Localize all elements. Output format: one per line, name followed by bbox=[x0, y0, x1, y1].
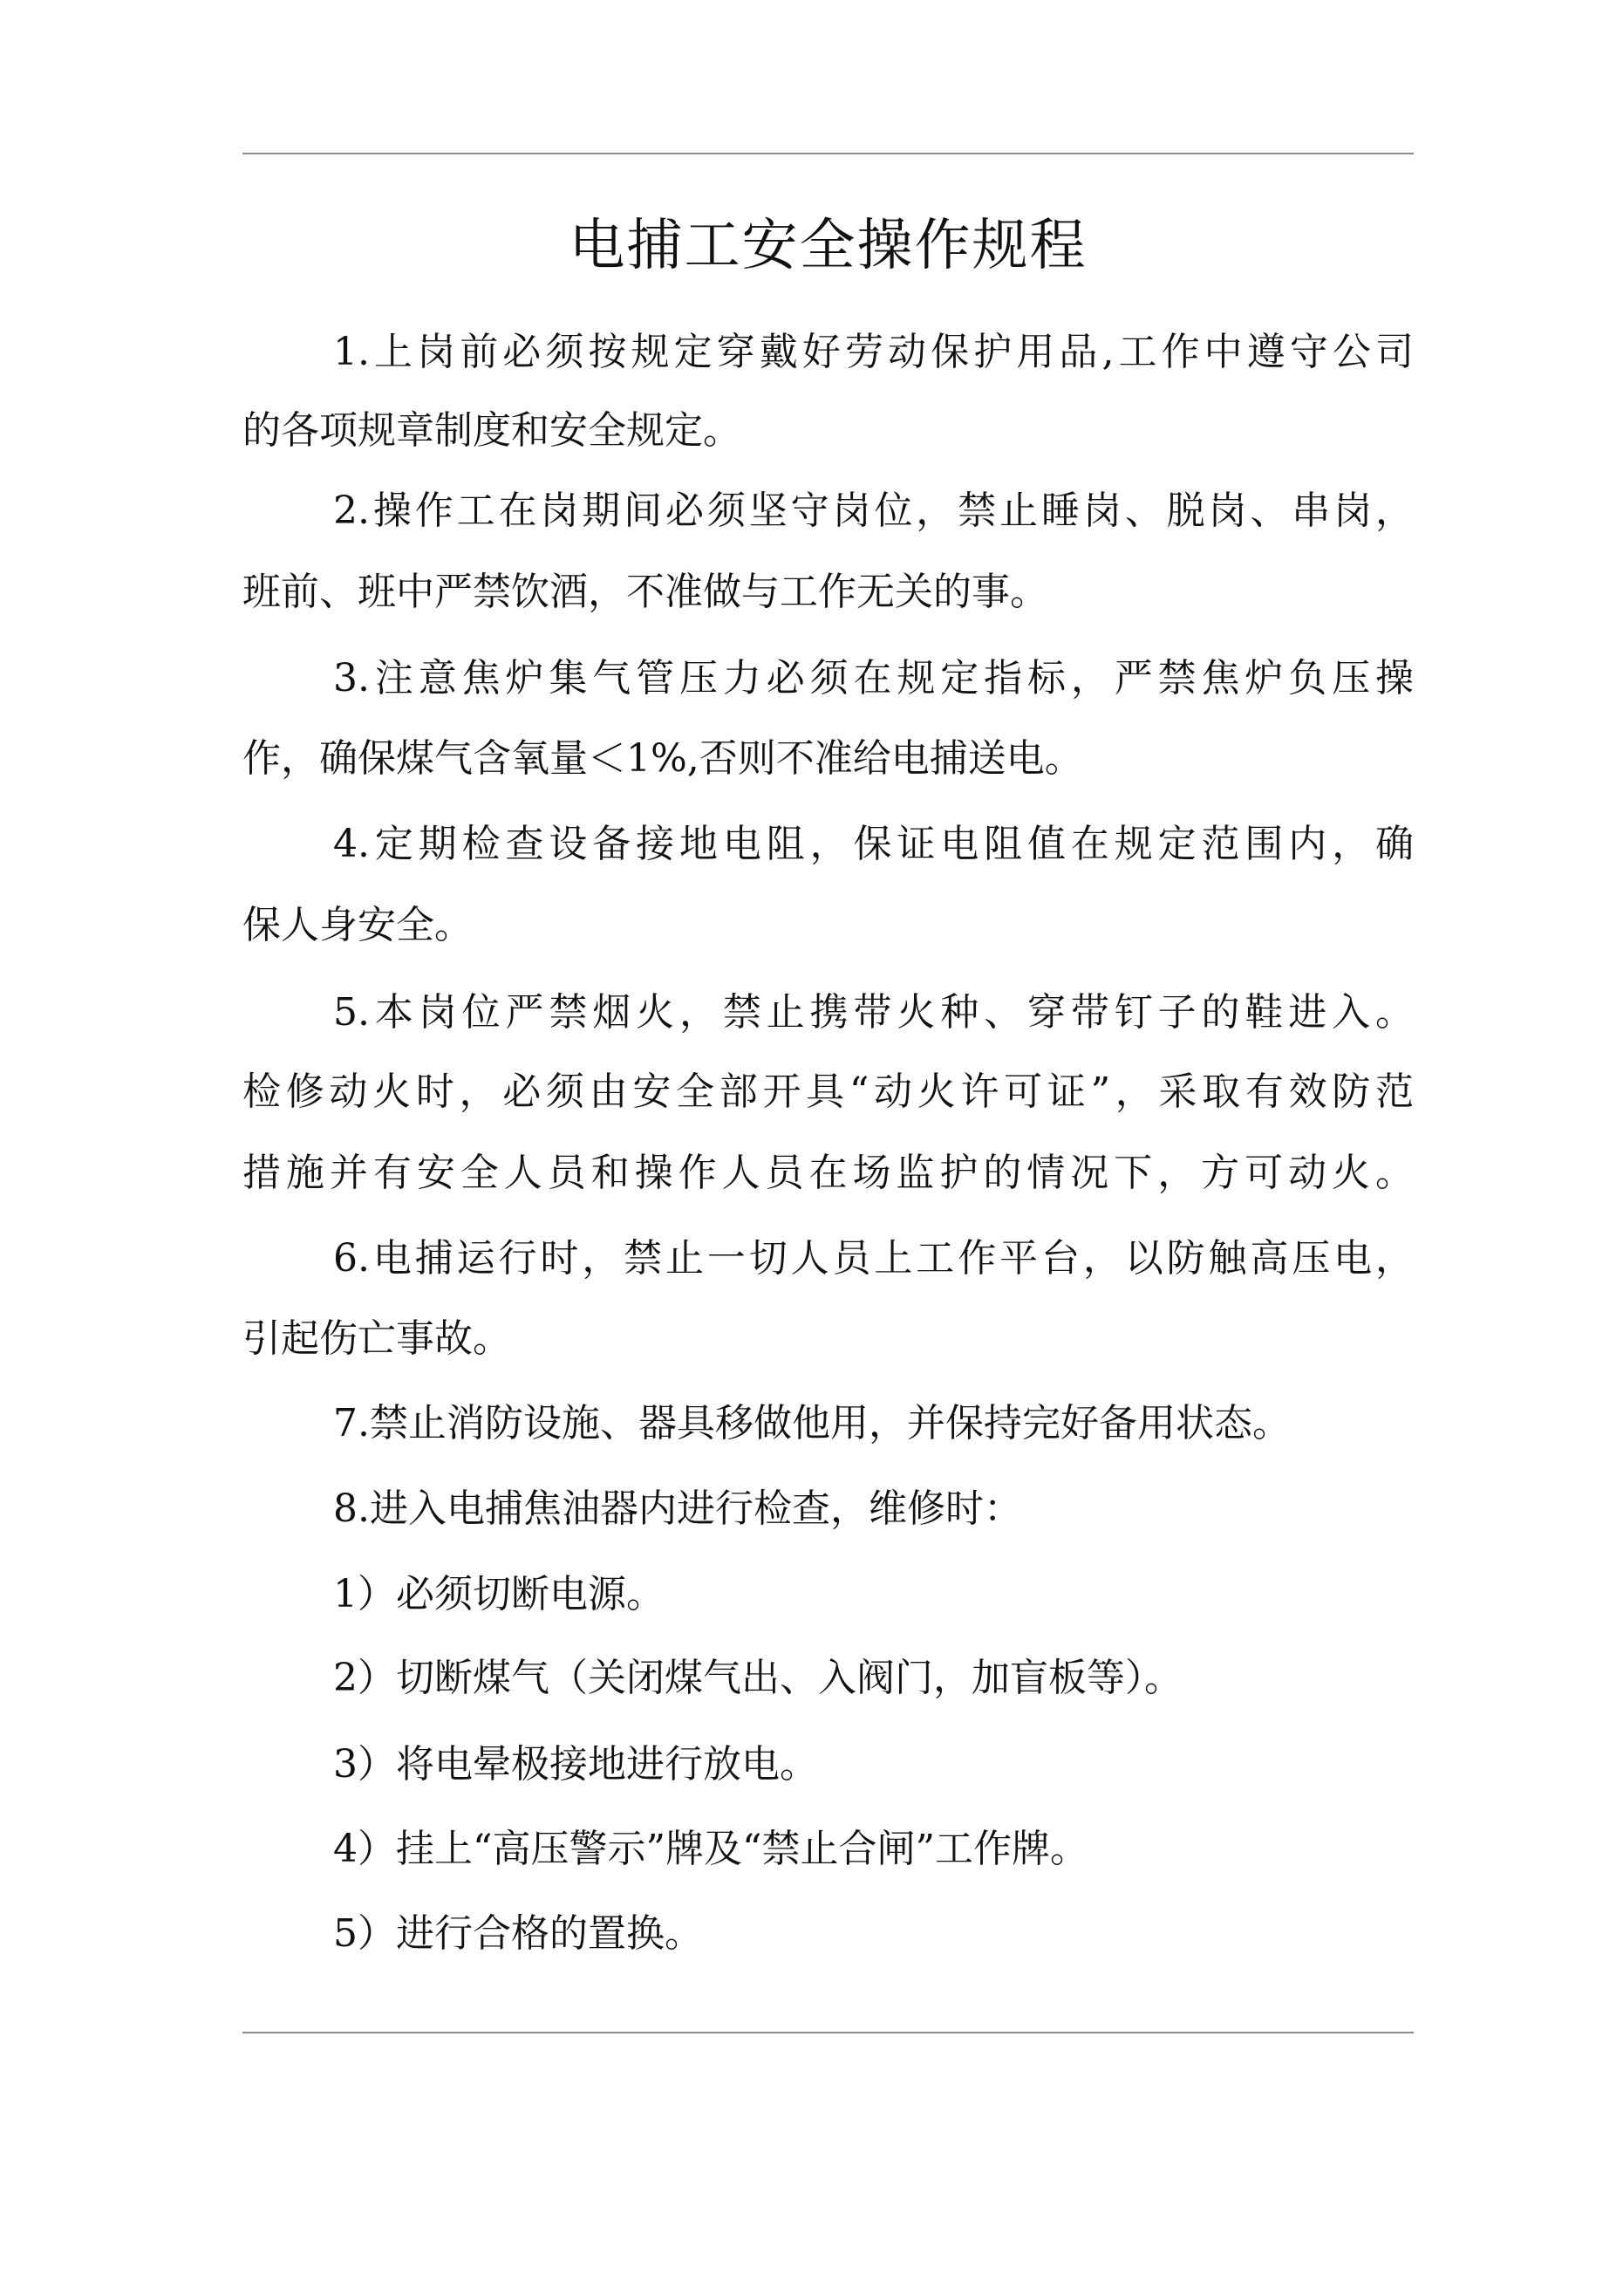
paragraph-1-line-1: 1.上岗前必须按规定穿戴好劳动保护用品,工作中遵守公司 bbox=[333, 330, 1414, 374]
paragraph-4-line-1: 4.定期检查设备接地电阻，保证电阻值在规定范围内，确 bbox=[333, 822, 1414, 866]
paragraph-2-line-2: 班前、班中严禁饮酒，不准做与工作无关的事。 bbox=[242, 570, 1048, 614]
document-title: 电捕工安全操作规程 bbox=[569, 214, 1088, 278]
paragraph-4-line-2: 保人身安全。 bbox=[242, 903, 473, 947]
paragraph-2-line-1: 2.操作工在岗期间必须坚守岗位，禁止睡岗、脱岗、串岗， bbox=[333, 489, 1414, 533]
sub-item-4: 4）挂上“高压警示”牌及“禁止合闸”工作牌。 bbox=[333, 1827, 1088, 1871]
paragraph-1-line-2: 的各项规章制度和安全规定。 bbox=[242, 408, 741, 453]
paragraph-3-line-2: 作，确保煤气含氧量＜1%,否则不准给电捕送电。 bbox=[242, 736, 1083, 781]
paragraph-3-line-1: 3.注意焦炉集气管压力必须在规定指标，严禁焦炉负压操 bbox=[333, 656, 1414, 700]
bottom-divider bbox=[242, 2032, 1414, 2033]
sub-item-2: 2）切断煤气（关闭煤气出、入阀门，加盲板等）。 bbox=[333, 1656, 1183, 1700]
paragraph-5-line-3: 措施并有安全人员和操作人员在场监护的情况下，方可动火。 bbox=[242, 1151, 1414, 1195]
sub-item-3: 3）将电晕极接地进行放电。 bbox=[333, 1742, 818, 1787]
paragraph-5-line-2: 检修动火时，必须由安全部开具“动火许可证”，采取有效防范 bbox=[242, 1069, 1414, 1114]
paragraph-6-line-2: 引起伤亡事故。 bbox=[242, 1316, 511, 1361]
sub-item-5: 5）进行合格的置换。 bbox=[333, 1911, 703, 1956]
paragraph-8: 8.进入电捕焦油器内进行检查，维修时： bbox=[333, 1486, 1022, 1531]
paragraph-5-line-1: 5.本岗位严禁烟火，禁止携带火种、穿带钉子的鞋进入。 bbox=[333, 990, 1414, 1035]
paragraph-6-line-1: 6.电捕运行时，禁止一切人员上工作平台，以防触高压电， bbox=[333, 1236, 1414, 1281]
sub-item-1: 1）必须切断电源。 bbox=[333, 1572, 665, 1616]
paragraph-7: 7.禁止消防设施、器具移做他用，并保持完好备用状态。 bbox=[333, 1401, 1291, 1445]
top-divider bbox=[242, 153, 1414, 154]
